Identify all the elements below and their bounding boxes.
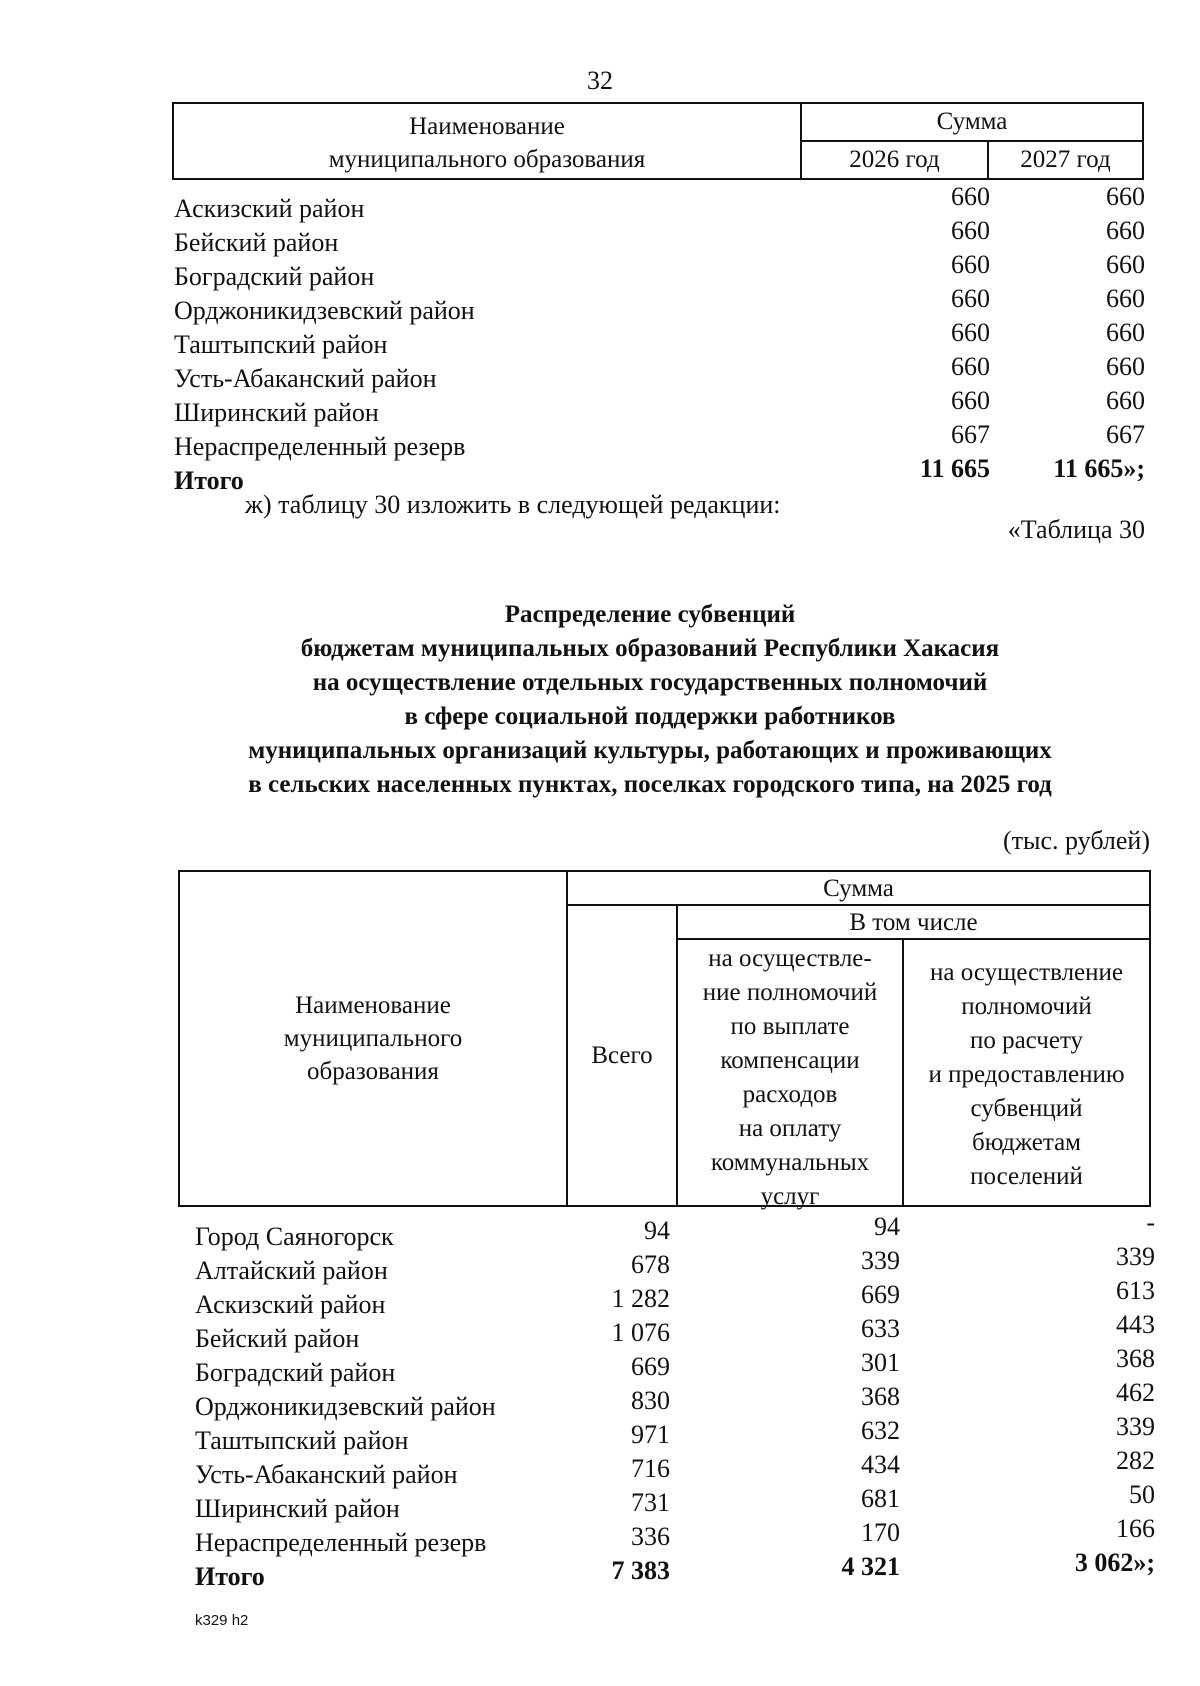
table1-name-header-line1: Наименование (409, 113, 565, 140)
row-value-total: 830 (631, 1386, 670, 1415)
row-value-col2: 613 (1116, 1276, 1155, 1305)
col2-header-line: на осуществление (929, 959, 1123, 986)
name-header-line: муниципального (283, 1025, 463, 1052)
col1-header-line: по выплате (730, 1013, 850, 1040)
row-name: Нераспределенный резерв (195, 1528, 487, 1557)
total-value-col1: 4 321 (841, 1552, 900, 1581)
col2-header-line: по расчету (969, 1027, 1084, 1054)
col1-header-line: расходов (742, 1081, 838, 1108)
row-value-2026: 660 (951, 352, 990, 381)
table-row (0, 1310, 1200, 1353)
row-value-total: 669 (631, 1352, 670, 1381)
table1-name-header (174, 104, 802, 178)
row-value-2026: 660 (951, 182, 990, 211)
col1-header-line: коммунальных (710, 1149, 870, 1176)
row-value-2027: 660 (1106, 318, 1145, 347)
row-value-total: 731 (631, 1488, 670, 1517)
row-value-2027: 660 (1106, 216, 1145, 245)
table-row (0, 318, 1200, 359)
row-value-2026: 660 (951, 284, 990, 313)
table2-sum-header: Сумма (568, 872, 1149, 906)
col2-header-line: бюджетам (971, 1129, 1082, 1156)
intro-text: ж) таблицу 30 изложить в следующей редакции: (245, 490, 781, 519)
table-row (0, 1412, 1200, 1455)
total-label: Итого (174, 466, 244, 495)
row-value-col2: - (1146, 1208, 1155, 1237)
name-header-line: образования (307, 1058, 439, 1085)
table1-header (172, 102, 1144, 180)
table-reference: «Таблица 30 (1007, 515, 1145, 544)
row-value-2027: 660 (1106, 386, 1145, 415)
table-total-row (0, 454, 1200, 495)
total-label: Итого (195, 1562, 265, 1591)
table-row (0, 352, 1200, 393)
row-value-2027: 667 (1106, 420, 1145, 449)
row-value-total: 678 (631, 1250, 670, 1279)
table-row (0, 182, 1200, 223)
row-value-col2: 339 (1116, 1242, 1155, 1271)
table-row (0, 1480, 1200, 1523)
row-value-col2: 443 (1116, 1310, 1155, 1339)
table-row (0, 1344, 1200, 1387)
row-name: Боградский район (195, 1358, 396, 1387)
row-value-col1: 669 (861, 1280, 900, 1309)
row-name: Аскизский район (195, 1290, 386, 1319)
document-title (150, 598, 1150, 802)
table2-col2-header (904, 940, 1149, 1205)
title-line: муниципальных организаций культуры, работающих и проживающих (248, 737, 1052, 764)
row-value-2026: 660 (951, 318, 990, 347)
table-row (0, 284, 1200, 325)
table2-col1-header (678, 940, 904, 1210)
row-value-col1: 681 (861, 1484, 900, 1513)
row-value-2027: 660 (1106, 182, 1145, 211)
row-value-2027: 660 (1106, 352, 1145, 381)
row-value-total: 1 076 (611, 1318, 670, 1347)
table-row (0, 1514, 1200, 1557)
col1-header-line: компенсации (720, 1047, 860, 1074)
row-value-col1: 632 (861, 1416, 900, 1445)
row-name: Орджоникидзевский район (174, 296, 475, 325)
row-value-col2: 282 (1116, 1446, 1155, 1475)
row-value-col2: 368 (1116, 1344, 1155, 1373)
row-value-total: 336 (631, 1522, 670, 1551)
col1-header-line: услуг (760, 1183, 820, 1210)
table2-including-header: В том числе (678, 906, 1149, 940)
col1-header-line: на оплату (738, 1115, 842, 1142)
row-name: Таштыпский район (174, 330, 388, 359)
table-row (0, 1208, 1200, 1251)
row-value-total: 94 (644, 1216, 670, 1245)
table2-header (178, 870, 1151, 1210)
table1-sum-header: Сумма (802, 104, 1142, 142)
title-line: в сфере социальной поддержки работников (404, 703, 896, 730)
row-value-col1: 94 (874, 1212, 900, 1241)
title-line: бюджетам муниципальных образований Республики Хакасия (300, 635, 1000, 662)
row-value-col2: 50 (1129, 1480, 1155, 1509)
total-value-total: 7 383 (611, 1556, 670, 1585)
table2-name-header (180, 872, 568, 1205)
table1-year1-header: 2026 год (802, 142, 989, 178)
col2-header-line: поселений (970, 1163, 1083, 1190)
title-line: в сельских населенных пунктах, поселках городского типа, на 2025 год (248, 771, 1052, 798)
row-value-2026: 667 (951, 420, 990, 449)
table-row (0, 1446, 1200, 1489)
table-total-row (0, 1548, 1200, 1591)
row-name: Усть-Абаканский район (174, 364, 437, 393)
row-value-col1: 339 (861, 1246, 900, 1275)
row-name: Усть-Абаканский район (195, 1460, 458, 1489)
row-value-col2: 339 (1116, 1412, 1155, 1441)
row-value-2027: 660 (1106, 284, 1145, 313)
name-header-line: Наименование (295, 992, 451, 1019)
col1-header-line: на осуществле- (708, 945, 872, 972)
table-row (0, 1378, 1200, 1421)
row-value-total: 971 (631, 1420, 670, 1449)
row-name: Нераспределенный резерв (174, 432, 466, 461)
row-value-col1: 434 (861, 1450, 900, 1479)
row-name: Аскизский район (174, 194, 365, 223)
row-value-col1: 301 (861, 1348, 900, 1377)
row-value-col1: 368 (861, 1382, 900, 1411)
row-value-total: 716 (631, 1454, 670, 1483)
table-row (0, 420, 1200, 461)
col1-header-line: ние полномочий (702, 979, 878, 1006)
table1-name-header-line2: муниципального образования (328, 146, 646, 173)
row-name: Ширинский район (195, 1494, 400, 1523)
row-value-col2: 166 (1116, 1514, 1155, 1543)
total-value-col2: 3 062»; (1074, 1548, 1155, 1577)
footer-code: k329 h2 (195, 1612, 249, 1629)
page-number: 32 (587, 66, 613, 95)
table-row (0, 216, 1200, 257)
title-line: на осуществление отдельных государственных полномочий (312, 669, 988, 696)
row-value-col2: 462 (1116, 1378, 1155, 1407)
row-name: Бейский район (174, 228, 339, 257)
row-value-2027: 660 (1106, 250, 1145, 279)
table-row (0, 250, 1200, 291)
row-name: Ширинский район (174, 398, 379, 427)
col2-header-line: полномочий (961, 993, 1092, 1020)
table-row (0, 1242, 1200, 1285)
row-name: Боградский район (174, 262, 375, 291)
table-row (0, 1276, 1200, 1319)
row-name: Бейский район (195, 1324, 360, 1353)
row-name: Орджоникидзевский район (195, 1392, 496, 1421)
row-value-2026: 660 (951, 250, 990, 279)
row-value-col1: 170 (861, 1518, 900, 1547)
row-name: Город Саяногорск (195, 1222, 394, 1251)
row-value-2026: 660 (951, 386, 990, 415)
units-label: (тыс. рублей) (1002, 826, 1150, 855)
col2-header-line: субвенций (970, 1095, 1083, 1122)
title-line: Распределение субвенций (504, 601, 796, 628)
table2-total-header: Всего (568, 906, 678, 1205)
row-name: Таштыпский район (195, 1426, 409, 1455)
row-value-total: 1 282 (611, 1284, 670, 1313)
row-value-2026: 660 (951, 216, 990, 245)
row-value-col1: 633 (861, 1314, 900, 1343)
col2-header-line: и предоставлению (928, 1061, 1125, 1088)
row-name: Алтайский район (195, 1256, 388, 1285)
table1-year2-header: 2027 год (1020, 146, 1111, 173)
table-row (0, 386, 1200, 427)
total-value-2027: 11 665»; (1053, 454, 1145, 483)
total-value-2026: 11 665 (919, 454, 990, 483)
